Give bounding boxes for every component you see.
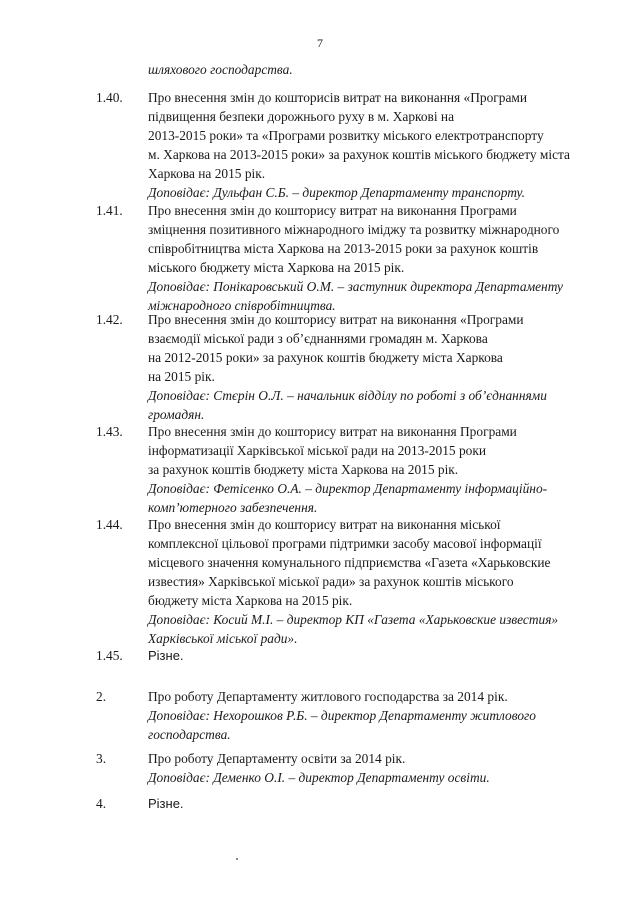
agenda-item-line: міського бюджету міста Харкова на 2015 рік. bbox=[148, 260, 405, 275]
agenda-item-line: співробітництва міста Харкова на 2013-2015 роки за рахунок коштів bbox=[148, 241, 539, 256]
agenda-item-text bbox=[148, 749, 622, 787]
agenda-item-text bbox=[148, 646, 622, 665]
speaker-line: Доповідає: Дульфан С.Б. – директор Департаменту транспорту. bbox=[148, 185, 526, 200]
agenda-item-line: підвищення безпеки дорожнього руху в м. Харкові на bbox=[148, 109, 455, 124]
agenda-item-line: зміцнення позитивного міжнародного іміджу та розвитку міжнародного bbox=[148, 222, 560, 237]
agenda-item-line: Різне. bbox=[148, 648, 184, 663]
agenda-item-number: 1.41. bbox=[96, 203, 123, 218]
continuation-text: шляхового господарства. bbox=[148, 62, 293, 77]
speaker-line: Доповідає: Деменко О.І. – директор Департаменту освіти. bbox=[148, 770, 490, 785]
page-number: 7 bbox=[317, 36, 323, 50]
speaker-line: Доповідає: Нехорошков Р.Б. – директор Департаменту житлового bbox=[148, 708, 536, 723]
agenda-item-line: м. Харкова на 2013-2015 роки» за рахунок коштів міського бюджету міста bbox=[148, 147, 571, 162]
agenda-item-number: 3. bbox=[96, 751, 107, 766]
agenda-item-line: на 2012-2015 роки» за рахунок коштів бюджету міста Харкова bbox=[148, 350, 503, 365]
agenda-item-number: 1.40. bbox=[96, 90, 123, 105]
agenda-item-line: Про роботу Департаменту освіти за 2014 рік. bbox=[148, 751, 406, 766]
agenda-item-text bbox=[148, 88, 622, 202]
speaker-line: комп’ютерного забезпечення. bbox=[148, 500, 318, 515]
agenda-item-number: 1.44. bbox=[96, 517, 123, 532]
agenda-item-text bbox=[148, 422, 622, 517]
speaker-line: Доповідає: Косий М.І. – директор КП «Газета «Харьковские известия» bbox=[148, 612, 559, 627]
agenda-item-text bbox=[148, 794, 622, 813]
agenda-item-line: інформатизації Харківської міської ради на 2013-2015 роки bbox=[148, 443, 487, 458]
speaker-line: Доповідає: Стєрін О.Л. – начальник відділу по роботі з об’єднаннями bbox=[148, 388, 547, 403]
speaker-line: Доповідає: Фетісенко О.А. – директор Департаменту інформаційно- bbox=[148, 481, 548, 496]
scan-speck bbox=[236, 858, 238, 860]
agenda-item-line: Різне. bbox=[148, 796, 184, 811]
speaker-line: громадян. bbox=[148, 407, 205, 422]
agenda-item-text bbox=[148, 310, 622, 424]
agenda-item-line: Про внесення змін до кошторису витрат на виконання «Програми bbox=[148, 312, 524, 327]
agenda-item-line: на 2015 рік. bbox=[148, 369, 215, 384]
agenda-item-line: Про внесення змін до кошторису витрат на виконання Програми bbox=[148, 203, 517, 218]
speaker-line: господарства. bbox=[148, 727, 231, 742]
agenda-item-number: 1.43. bbox=[96, 424, 123, 439]
agenda-item-text bbox=[148, 687, 622, 744]
speaker-line: Доповідає: Понікаровський О.М. – заступник директора Департаменту bbox=[148, 279, 563, 294]
agenda-item-line: комплексної цільової програми підтримки засобу масової інформації bbox=[148, 536, 542, 551]
agenda-item-line: місцевого значення комунального підприємства «Газета «Харьковские bbox=[148, 555, 551, 570]
speaker-line: міжнародного співробітництва. bbox=[148, 298, 336, 313]
agenda-item-line: Про внесення змін до кошторису витрат на виконання Програми bbox=[148, 424, 517, 439]
agenda-item-line: за рахунок коштів бюджету міста Харкова на 2015 рік. bbox=[148, 462, 459, 477]
agenda-item-line: Про роботу Департаменту житлового господарства за 2014 рік. bbox=[148, 689, 508, 704]
agenda-item-number: 4. bbox=[96, 796, 107, 811]
agenda-item-line: Харкова на 2015 рік. bbox=[148, 166, 266, 181]
speaker-line: Харківської міської ради». bbox=[148, 631, 298, 646]
agenda-item-line: бюджету міста Харкова на 2015 рік. bbox=[148, 593, 353, 608]
agenda-item-line: 2013-2015 роки» та «Програми розвитку міського електротранспорту bbox=[148, 128, 544, 143]
agenda-item-line: взаємодії міської ради з об’єднаннями громадян м. Харкова bbox=[148, 331, 488, 346]
agenda-item-number: 2. bbox=[96, 689, 107, 704]
agenda-item-line: Про внесення змін до кошторису витрат на виконання міської bbox=[148, 517, 501, 532]
agenda-item-number: 1.42. bbox=[96, 312, 123, 327]
agenda-item-text bbox=[148, 201, 622, 315]
agenda-item-number: 1.45. bbox=[96, 648, 123, 663]
agenda-item-line: известия» Харківської міської ради» за рахунок коштів міського bbox=[148, 574, 514, 589]
agenda-item-text bbox=[148, 515, 622, 648]
agenda-item-line: Про внесення змін до кошторисів витрат на виконання «Програми bbox=[148, 90, 528, 105]
